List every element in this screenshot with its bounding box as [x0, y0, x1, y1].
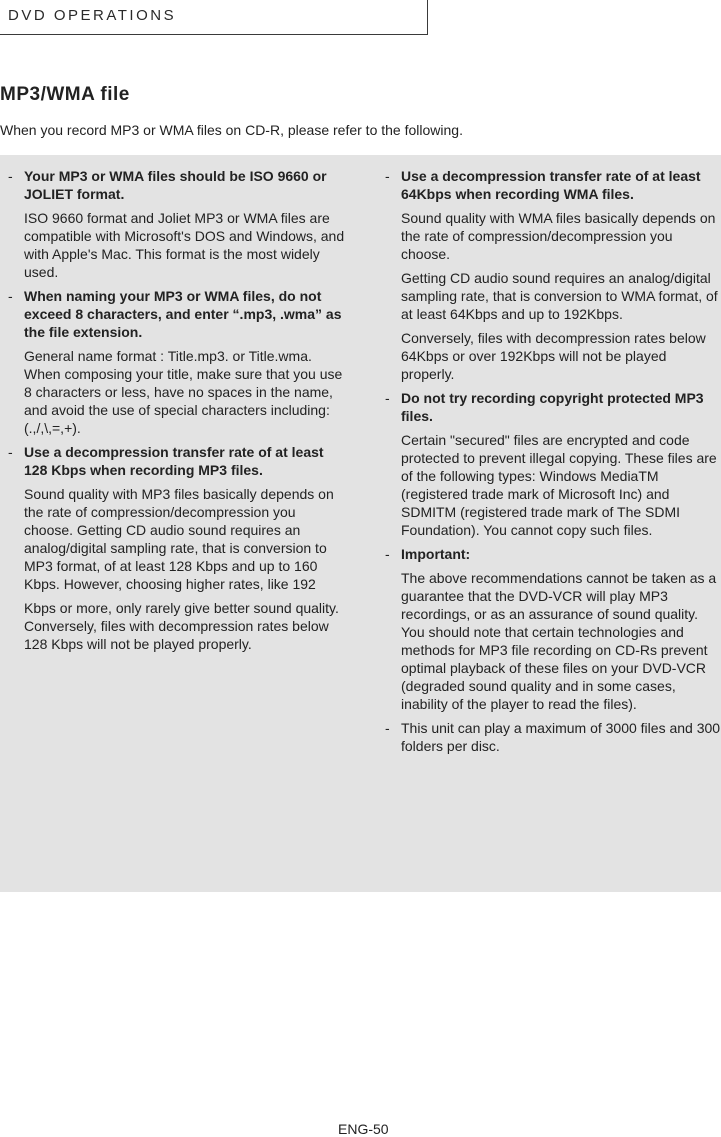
item-title: When naming your MP3 or WMA files, do not exceed 8 characters, and enter “.mp3, .wma” as the file extension.	[24, 288, 342, 340]
section-label: DVD OPERATIONS	[8, 7, 177, 24]
item-title: Your MP3 or WMA files should be ISO 9660 or JOLIET format.	[24, 168, 327, 202]
item-title: Use a decompression transfer rate of at least 64Kbps when recording WMA files.	[401, 168, 701, 202]
item-paragraph: Certain "secured" files are encrypted and code protected to prevent illegal copying. These files are of the following types: Windows MediaTM (registered trade mark of Microsoft Inc) and SDMITM (registered trade mark of The SDMI Foundation). You cannot copy such files.	[401, 432, 717, 538]
item-title: Use a decompression transfer rate of at least 128 Kbps when recording MP3 files.	[24, 444, 324, 478]
right-column	[385, 167, 721, 761]
item-title: Important:	[401, 546, 471, 562]
bullet-dash: -	[385, 390, 390, 406]
bullet-dash: -	[385, 168, 390, 184]
info-panel	[0, 155, 721, 892]
item-paragraph: Sound quality with MP3 files basically depends on the rate of compression/decompression you choose. Getting CD audio sound requires an analog/digital sampling rate, that is conversion to MP3 format, of at least 128 Kbps and up to 160 Kbps. However, choosing higher rates, like 192	[24, 486, 334, 592]
list-item	[385, 719, 721, 755]
item-paragraph: Kbps or more, only rarely give better sound quality. Conversely, files with decompression rates below 128 Kbps will not be played properly.	[24, 600, 339, 652]
section-tab	[0, 0, 428, 35]
list-item	[8, 167, 348, 281]
list-item	[385, 167, 721, 383]
page-heading: MP3/WMA file	[0, 84, 130, 105]
item-paragraph: This unit can play a maximum of 3000 files and 300 folders per disc.	[401, 720, 721, 754]
item-paragraph: Getting CD audio sound requires an analog/digital sampling rate, that is conversion to WMA format, of at least 64Kbps and up to 192Kbps.	[401, 270, 718, 322]
bullet-dash: -	[8, 444, 13, 460]
bullet-dash: -	[8, 168, 13, 184]
item-paragraph: The above recommendations cannot be taken as a guarantee that the DVD-VCR will play MP3 recordings, or as an assurance of sound quality. You should note that certain technologies and methods for MP3 file recording on CD-Rs prevent optimal playback of these files on your DVD-VCR (degraded sound quality and in some cases, inability of the player to read the files).	[401, 570, 717, 712]
item-paragraph: General name format : Title.mp3. or Title.wma. When composing your title, make sure that you use 8 characters or less, have no spaces in the name, and avoid the use of special characters including: (.,/,\,=,+).	[24, 348, 343, 436]
list-item	[8, 443, 348, 653]
list-item	[385, 389, 721, 539]
intro-text: When you record MP3 or WMA files on CD-R, please refer to the following.	[0, 122, 463, 138]
item-paragraph: Sound quality with WMA files basically depends on the rate of compression/decompression you choose.	[401, 210, 716, 262]
item-paragraph: Conversely, files with decompression rates below 64Kbps or over 192Kbps will not be played properly.	[401, 330, 706, 382]
list-item	[385, 545, 721, 713]
bullet-dash: -	[385, 720, 390, 736]
left-column	[8, 167, 348, 659]
bullet-dash: -	[8, 288, 13, 304]
item-title: Do not try recording copyright protected MP3 files.	[401, 390, 704, 424]
page-number: ENG-50	[338, 1121, 389, 1137]
item-paragraph: ISO 9660 format and Joliet MP3 or WMA files are compatible with Microsoft's DOS and Windows, and with Apple's Mac. This format is the most widely used.	[24, 210, 345, 280]
bullet-dash: -	[385, 546, 390, 562]
list-item	[8, 287, 348, 437]
